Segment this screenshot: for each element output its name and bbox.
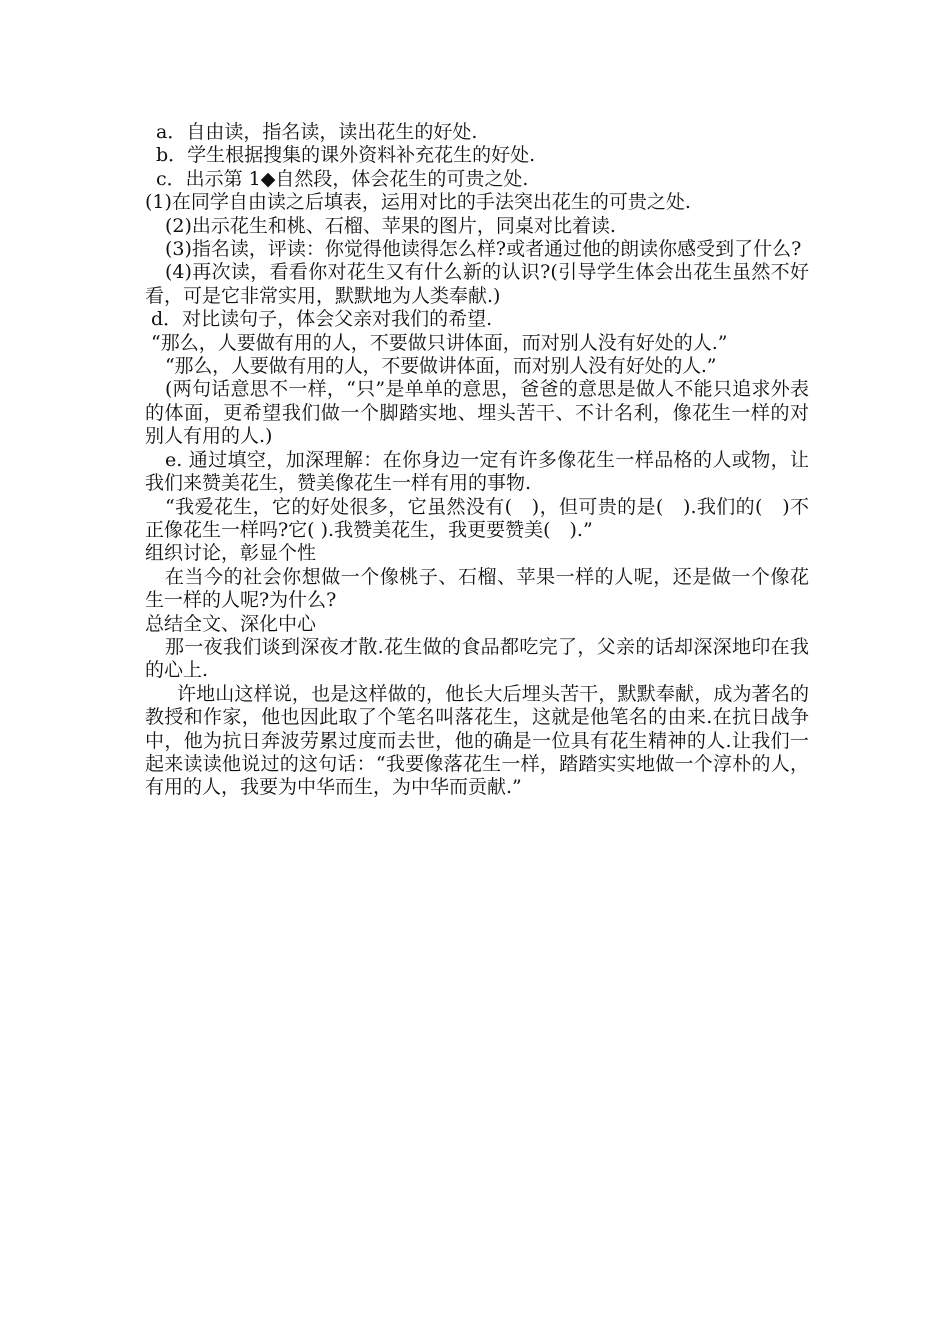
paragraph-item-d: d．对比读句子，体会父亲对我们的希望. — [151, 308, 493, 331]
paragraph-summary: 那一夜我们谈到深夜才散.花生做的食品都吃完了，父亲的话却深深地印在我的心上. — [145, 635, 809, 682]
paragraph-item-e: e. 通过填空，加深理解：在你身边一定有许多像花生一样品格的人或物，让我们来赞美花生，赞美像花生一样有用的事物. — [145, 448, 809, 495]
paragraph-item-c: c．出示第 1◆自然段，体会花生的可贵之处. — [156, 167, 529, 190]
paragraph-step-2: (2)出示花生和桃、石榴、苹果的图片，同桌对比着读. — [165, 214, 616, 237]
paragraph-step-3: (3)指名读，评读：你觉得他读得怎么样?或者通过他的朗读你感受到了什么? — [165, 238, 802, 261]
fill-in-blank-quote: “我爱花生，它的好处很多，它虽然没有( )，但可贵的是( ).我们的( )不正像花生一样吗?它( ).我赞美花生，我更要赞美( ).” — [145, 495, 809, 541]
paragraph-step-1: (1)在同学自由读之后填表，运用对比的手法突出花生的可贵之处. — [145, 191, 691, 214]
paragraph-xu-dishan: 许地山这样说，也是这样做的，他长大后埋头苦干，默默奉献，成为著名的教授和作家，他也因此取了个笔名叫落花生，这就是他笔名的由来.在抗日战争中，他为抗日奔波劳累过度而去世，他的确是一位具有花生精神的人.让我们一起来读读他说过的这句话：“我要像落花生一样，踏踏实实地做一个淳朴的人，有用的人，我要为中华而生，为中华而贡献.” — [145, 682, 809, 799]
document-body — [145, 121, 809, 800]
quote-sentence-2: “那么，人要做有用的人，不要做讲体面，而对别人没有好处的人.” — [165, 355, 717, 378]
paragraph-item-b: b．学生根据搜集的课外资料补充花生的好处. — [156, 144, 536, 167]
section-heading-summary: 总结全文、深化中心 — [145, 612, 317, 635]
section-heading-discussion: 组织讨论，彰显个性 — [145, 542, 317, 565]
paragraph-item-a: a．自由读，指名读，读出花生的好处. — [156, 121, 478, 143]
quote-sentence-1: “那么，人要做有用的人，不要做只讲体面，而对别人没有好处的人.” — [151, 331, 728, 354]
paragraph-discussion: 在当今的社会你想做一个像桃子、石榴、苹果一样的人呢，还是做一个像花生一样的人呢?为什么? — [145, 565, 809, 612]
paragraph-explanation: (两句话意思不一样，“只”是单单的意思，爸爸的意思是做人不能只追求外表的体面，更希望我们做一个脚踏实地、埋头苦干、不计名利，像花生一样的对别人有用的人.) — [145, 378, 809, 448]
paragraph-step-4: (4)再次读，看看你对花生又有什么新的认识?(引导学生体会出花生虽然不好看，可是它非常实用，默默地为人类奉献.) — [145, 261, 809, 307]
